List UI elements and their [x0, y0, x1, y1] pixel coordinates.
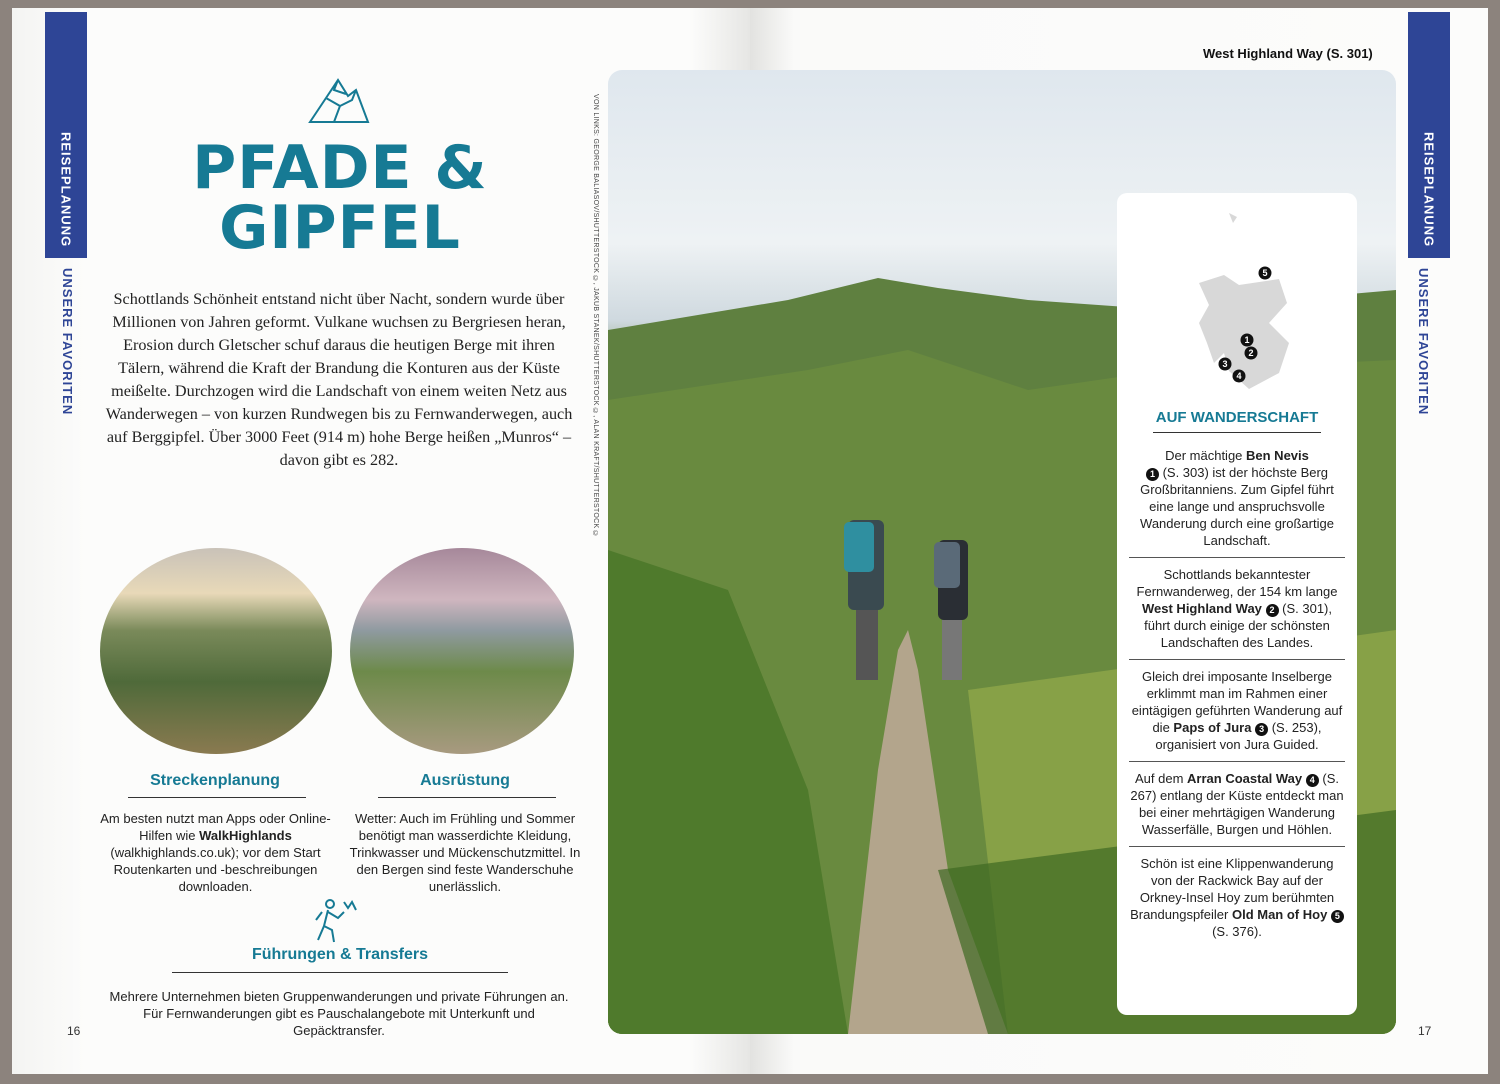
sidebar-item: Auf dem Arran Coastal Way 4 (S. 267) entlang der Küste entdeckt man bei einer mehrtägigen Wanderung Wasserfälle, Burgen und Höhlen.: [1129, 762, 1345, 847]
map-marker: 2: [1248, 348, 1254, 358]
title-line: GIPFEL: [219, 193, 461, 263]
sidebar-item: Der mächtige Ben Nevis 1 (S. 303) ist der höchste Berg Großbritanniens. Zum Gipfel führt eine lange und anspruchsvolle Wanderung durch eine großartige Landschaft.: [1129, 439, 1345, 558]
map-marker: 4: [1236, 371, 1242, 381]
running-header: West Highland Way (S. 301): [1203, 46, 1373, 61]
sidebar-item: Schön ist eine Klippenwanderung von der Rackwick Bay auf der Orkney-Insel Hoy zum berühmten Brandungspfeiler Old Man of Hoy 5 (S. 376).: [1129, 847, 1345, 948]
photo-hiker-arms-raised: [350, 548, 574, 754]
heading-ausruestung: Ausrüstung: [420, 772, 510, 789]
map-marker: 3: [1222, 359, 1228, 369]
section-tab: REISEPLANUNG: [1408, 12, 1450, 258]
sidebar-item: Schottlands bekanntester Fernwanderweg, der 154 km lange West Highland Way 2 (S. 301), führt durch einige der schönsten Landschaften des Landes.: [1129, 558, 1345, 660]
heading-streckenplanung: Streckenplanung: [150, 772, 280, 789]
mountain-icon: [308, 76, 370, 124]
photo-credit: VON LINKS: GEORGE BALIASOV/SHUTTERSTOCK ©, JAKUB STANEK/SHUTTERSTOCK ©, ALAN KRAFT/SHUTTERSTOCK ©: [592, 94, 599, 538]
text-streckenplanung: Am besten nutzt man Apps oder Online-Hilfen wie WalkHighlands (walkhighlands.co.uk); vor dem Start Routenkarten und -beschreibungen downloaden.: [100, 811, 331, 894]
divider: [172, 972, 508, 973]
page-title: [130, 133, 550, 263]
hiker-icon: [308, 898, 360, 944]
intro-text: Schottlands Schönheit entstand nicht über Nacht, sondern wurde über Millionen von Jahren geformt. Vulkane wuchsen zu Bergriesen heran, Erosion durch Gletscher schuf daraus die heutigen Berge mit ihren Tälern, während die Kraft der Brandung die Konturen aus der Küste meißelte. Durchzogen wird die Landschaft von einem weiten Netz aus Wanderwegen – von kurzen Rundwegen bis zu Fernwanderwegen, auch auf Berggipfel. Über 3000 Feet (914 m) hohe Berge heißen „Munros“ – davon gibt es 282.: [105, 290, 573, 469]
sidebar-box: [1117, 193, 1357, 1015]
scotland-map: [1129, 193, 1345, 393]
divider: [128, 797, 306, 798]
sidebar-title: AUF WANDERSCHAFT: [1153, 393, 1321, 433]
title-line: PFADE &: [192, 133, 488, 203]
sidebar-item: Gleich drei imposante Inselberge erklimmt man im Rahmen einer eintägigen geführten Wanderung auf die Paps of Jura 3 (S. 253), organisiert von Jura Guided.: [1129, 660, 1345, 762]
divider: [378, 797, 556, 798]
map-marker: 1: [1244, 335, 1250, 345]
section-label: UNSERE FAVORITEN: [60, 268, 75, 416]
section-label: UNSERE FAVORITEN: [1416, 268, 1431, 416]
section-tab: REISEPLANUNG: [45, 12, 87, 258]
photo-hiker-sitting: [100, 548, 332, 754]
map-marker: 5: [1262, 268, 1268, 278]
heading-fuehrungen: Führungen & Transfers: [251, 946, 429, 963]
text-fuehrungen: Mehrere Unternehmen bieten Gruppenwanderungen und private Führungen an. Für Fernwanderungen gibt es Pauschalangebote mit Unterkunft und Gepäcktransfer.: [109, 989, 569, 1038]
page-number: 17: [1418, 1024, 1432, 1038]
page-number: 16: [67, 1024, 81, 1038]
text-ausruestung: Wetter: Auch im Frühling und Sommer benötigt man wasserdichte Kleidung, Trinkwasser und Mückenschutzmittel. In den Bergen sind feste Wanderschuhe unerlässlich.: [349, 811, 581, 894]
